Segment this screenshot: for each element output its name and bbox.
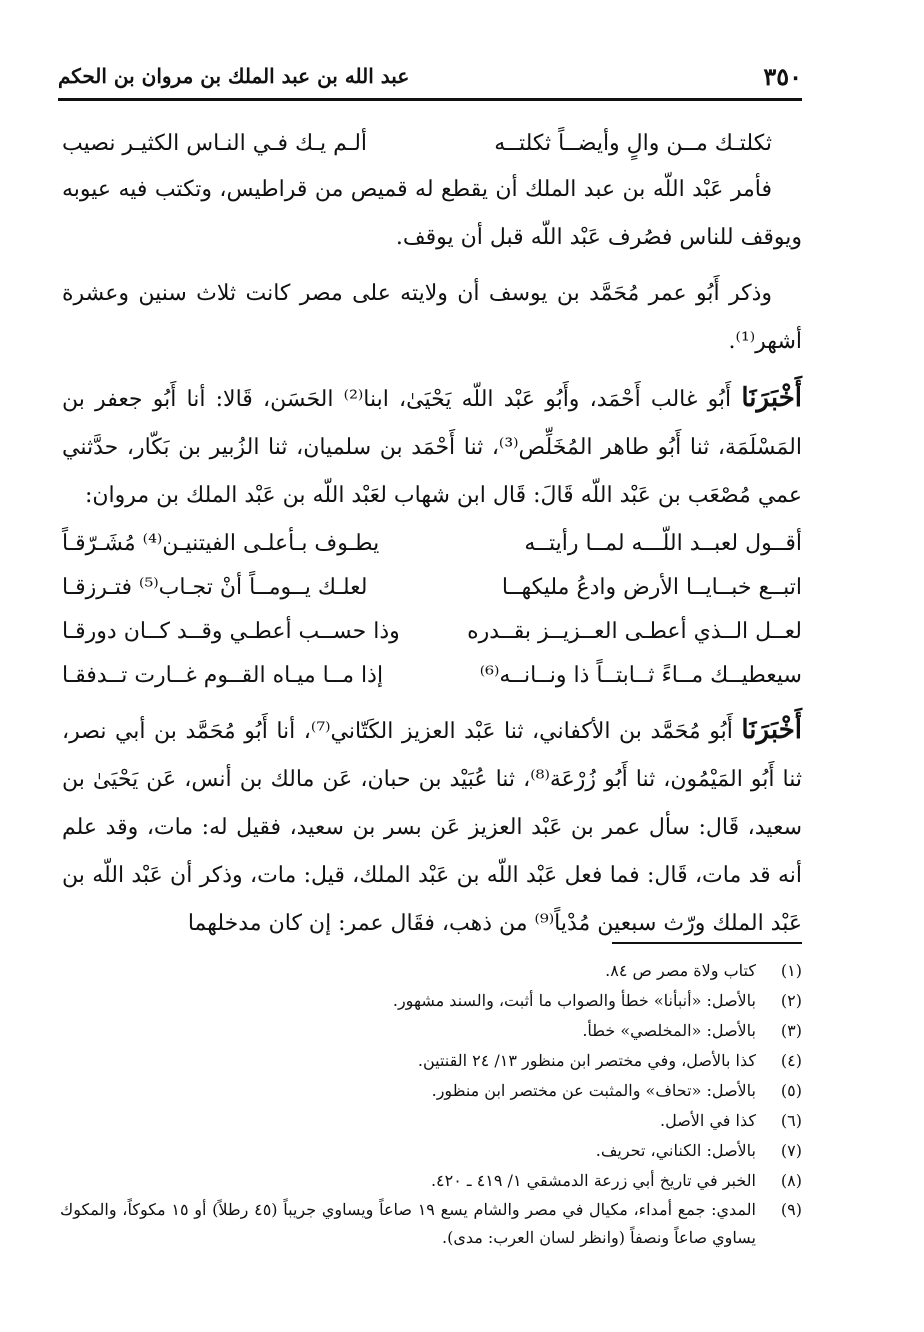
footnote [60,1196,802,1252]
footnote-number: (٥) [780,1081,802,1100]
paragraph: وذكر أَبُو عمر مُحَمَّد بن يوسف أن ولايته على مصر كانت ثلاث سنين وعشرة أشهر⁽¹⁾. [62,281,802,354]
verse-hemistich-first: اتبــع خبــايــا الأرض وادعُ مليكهــا [501,575,802,600]
isnad-paragraph [62,374,802,520]
poem-verse [62,522,802,566]
verse-hemistich-second: لعلـك يــومــاً أنْ تجـاب⁽⁵⁾ فتـرزقـا [62,575,368,600]
verse-line [62,122,802,166]
main-text [62,122,802,948]
footnote-text: بالأصل: «تحاف» والمثبت عن مختصر ابن منظور. [431,1081,756,1100]
poem-verse [62,654,802,698]
footnote-text: كذا في الأصل. [660,1111,756,1130]
verse-hemistich-first: أقــول لعبــد اللّـــه لمــا رأيتــه [524,531,802,556]
footnote-text: المدي: جمع أمداء، مكيال في مصر والشام يسع ١٩ صاعاً ويساوي جريباً (٤٥ رطلاً) أو ١٥ مكوكاً، والمكوك يساوي صاعاً ونصفاً (وانظر لسان العرب: مدى). [60,1200,756,1247]
footnote-text: كذا بالأصل، وفي مختصر ابن منظور ١٣/ ٢٤ القنتين. [417,1051,756,1070]
footnote [60,986,802,1016]
footnotes [60,956,802,1252]
footnote-number: (٦) [780,1111,802,1130]
footnote-text: بالأصل: «أنبأنا» خطأ والصواب ما أثبت، والسند مشهور. [392,991,756,1010]
footnote [60,1166,802,1196]
footnote [60,1046,802,1076]
akhbarana-lead: أَخْبَرَنَا [741,715,802,745]
running-title: عبد الله بن عبد الملك بن مروان بن الحكم [58,64,410,88]
verse-hemistich-second: يطـوف بـأعلـى الفيتنيـن⁽⁴⁾ مُشَـرّقـاً [62,531,380,556]
verse-hemistich-first: ثكلتـك مــن والٍ وأيضــاً ثكلتــه [494,131,772,156]
page-header [58,58,802,101]
footnote-text: كتاب ولاة مصر ص ٨٤. [605,961,756,980]
footnote-number: (٤) [780,1051,802,1070]
page-number: ٣٥٠ [763,62,802,91]
verse-hemistich-second: وذا حســب أعطـي وقــد كــان دورقـا [62,619,400,644]
footnote-text: بالأصل: الكناني، تحريف. [595,1141,756,1160]
isnad-text: أَبُو مُحَمَّد بن الأكفاني، ثنا عَبْد العزيز الكَتّاني⁽⁷⁾، أنا أَبُو مُحَمَّد بن أبي نصر، ثنا أَبُو المَيْمُون، ثنا أَبُو زُرْعَة⁽⁸⁾، ثنا عُبَيْد بن حبان، عَن مالك بن أنس، عَن يَحْيَىٰ بن سعيد، قَال: سأل عمر بن عَبْد العزيز عَن بسر بن سعيد، فقيل له: مات، وقد علم أنه قد مات، قَال: فما فعل عَبْد اللّه بن عَبْد الملك، قيل: مات، وذكر أن عَبْد اللّه بن عَبْد الملك ورّث سبعين مُدْياً⁽⁹⁾ من ذهب، فقَال عمر: إن كان مدخلهما [62,719,802,936]
footnote-number: (٩) [780,1200,802,1219]
verse-hemistich-second: ألـم يـك فـي النـاس الكثيـر نصيب [62,131,368,156]
footnote-text: الخبر في تاريخ أبي زرعة الدمشقي ١/ ٤١٩ ـ ٤٢٠. [430,1171,756,1190]
footnote-number: (١) [780,961,802,980]
verse-hemistich-second: إذا مــا ميـاه القــوم غــارت تــدفقـا [62,663,384,688]
footnote-number: (٨) [780,1171,802,1190]
verse-hemistich-first: لعــل الــذي أعطـى العــزيــز بقــدره [467,619,802,644]
footnote-number: (٣) [780,1021,802,1040]
footnote [60,1076,802,1106]
footnote [60,956,802,986]
footnote-number: (٧) [780,1141,802,1160]
isnad-text: أَبُو غالب أَحْمَد، وأَبُو عَبْد اللّه يَحْيَىٰ، ابنا⁽²⁾ الحَسَن، قَالا: أنا أَبُو جعفر بن المَسْلَمَة، ثنا أَبُو طاهر المُخَلِّص⁽³⁾، ثنا أَحْمَد بن سلميان، ثنا الزُبير بن بَكّار، حدَّثني عمي مُصْعَب بن عَبْد اللّه قَالَ: قَال ابن شهاب لعَبْد اللّه بن عَبْد الملك بن مروان: [62,387,802,508]
footnote [60,1106,802,1136]
poem [62,522,802,698]
verse-hemistich-first: سيعطيــك مــاءً ثــابتــاً ذا ونــانــه⁽⁶⁾ [479,663,802,688]
isnad-paragraph [62,706,802,948]
akhbarana-lead: أَخْبَرَنَا [741,383,803,413]
footnote [60,1016,802,1046]
paragraph: فأمر عَبْد اللّه بن عبد الملك أن يقطع له قميص من قراطيس، وتكتب فيه عيوبه ويوقف للناس فصُرف عَبْد اللّه قبل أن يوقف. [62,177,802,250]
poem-verse [62,610,802,654]
poem-verse [62,566,802,610]
footnote-separator [612,942,802,944]
footnote [60,1136,802,1166]
footnote-text: بالأصل: «المخلصي» خطأ. [582,1021,756,1040]
footnote-number: (٢) [780,991,802,1010]
